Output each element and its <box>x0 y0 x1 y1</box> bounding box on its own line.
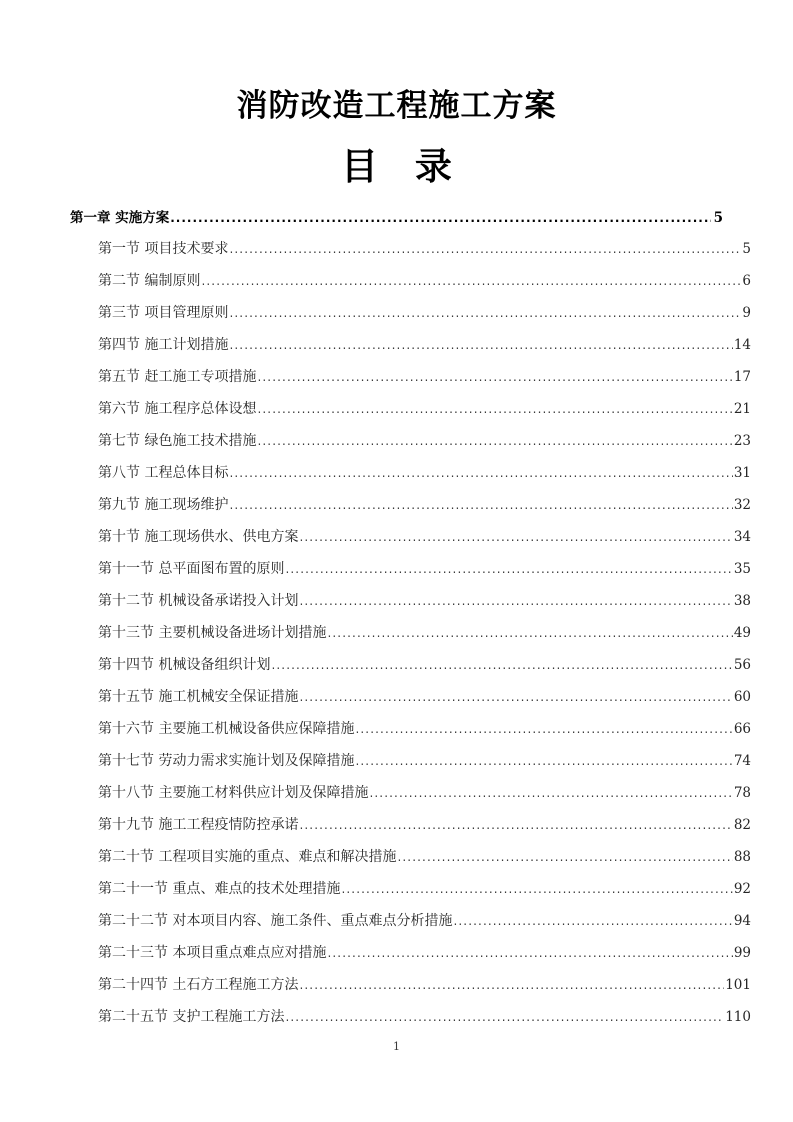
toc-entry-label: 第十节 施工现场供水、供电方案 <box>98 529 299 545</box>
toc-entry-label: 第一节 项目技术要求 <box>98 241 229 257</box>
toc-dot-leader <box>229 242 741 256</box>
toc-entry-label: 第十八节 主要施工材料供应计划及保障措施 <box>98 785 369 801</box>
toc-entry[interactable] <box>70 270 751 292</box>
toc-dot-leader <box>299 690 732 704</box>
footer-page-number: 1 <box>393 1040 400 1053</box>
toc-dot-leader <box>299 818 732 832</box>
toc-entry-label: 第九节 施工现场维护 <box>98 497 229 513</box>
toc-entry-label: 第十二节 机械设备承诺投入计划 <box>98 593 299 609</box>
document-title: 消防改造工程施工方案 <box>236 88 557 124</box>
toc-dot-leader <box>285 1010 724 1024</box>
toc-dot-leader <box>355 754 732 768</box>
toc-entry-label: 第七节 绿色施工技术措施 <box>98 433 257 449</box>
toc-entry[interactable] <box>70 814 751 836</box>
toc-dot-leader <box>285 562 732 576</box>
toc-entry-page-number: 14 <box>733 337 751 353</box>
table-of-contents-heading: 目 录 <box>341 144 464 188</box>
toc-dot-leader <box>229 306 741 320</box>
toc-entry[interactable] <box>70 718 751 740</box>
toc-entry[interactable] <box>70 686 751 708</box>
toc-entry-label: 第十一节 总平面图布置的原则 <box>98 561 285 577</box>
toc-entry[interactable] <box>70 334 751 356</box>
toc-entry-page-number: 31 <box>733 465 751 481</box>
toc-dot-leader <box>369 786 732 800</box>
toc-entry-label: 第二十五节 支护工程施工方法 <box>98 1009 285 1025</box>
toc-entry-page-number: 35 <box>733 561 751 577</box>
toc-entry-page-number: 101 <box>725 977 751 993</box>
toc-entry-label: 第二十二节 对本项目内容、施工条件、重点难点分析措施 <box>98 913 453 929</box>
toc-dot-leader <box>229 498 732 512</box>
toc-entry[interactable] <box>70 782 751 804</box>
toc-entry[interactable] <box>70 526 751 548</box>
toc-entry-label: 第一章 实施方案 <box>70 210 170 226</box>
toc-entry-label: 第二节 编制原则 <box>98 273 201 289</box>
toc-dot-leader <box>257 402 732 416</box>
toc-entry-label: 第四节 施工计划措施 <box>98 337 229 353</box>
toc-entry-label: 第十五节 施工机械安全保证措施 <box>98 689 299 705</box>
toc-dot-leader <box>397 850 732 864</box>
toc-entry-page-number: 74 <box>733 753 751 769</box>
table-of-contents <box>70 207 751 1038</box>
toc-entry-page-number: 110 <box>725 1009 751 1025</box>
toc-entry-page-number: 49 <box>733 625 751 641</box>
toc-entry-page-number: 94 <box>733 913 751 929</box>
toc-entry-label: 第五节 赶工施工专项措施 <box>98 369 257 385</box>
toc-entry-page-number: 17 <box>733 369 751 385</box>
toc-entry[interactable] <box>70 238 751 260</box>
toc-entry[interactable] <box>70 1006 751 1028</box>
toc-entry-page-number: 21 <box>733 401 751 417</box>
toc-dot-leader <box>229 466 732 480</box>
toc-entry-page-number: 38 <box>733 593 751 609</box>
toc-entry[interactable] <box>70 558 751 580</box>
toc-entry-page-number: 60 <box>733 689 751 705</box>
toc-entry-page-number: 5 <box>742 241 751 257</box>
toc-entry[interactable] <box>70 910 751 932</box>
toc-entry[interactable] <box>70 750 751 772</box>
toc-dot-leader <box>170 211 710 225</box>
toc-entry-page-number: 9 <box>742 305 751 321</box>
toc-entry-label: 第十六节 主要施工机械设备供应保障措施 <box>98 721 355 737</box>
toc-entry[interactable] <box>70 878 751 900</box>
toc-entry-label: 第二十节 工程项目实施的重点、难点和解决措施 <box>98 849 397 865</box>
toc-entry-page-number: 23 <box>733 433 751 449</box>
toc-entry-page-number: 82 <box>733 817 751 833</box>
toc-entry-label: 第二十一节 重点、难点的技术处理措施 <box>98 881 341 897</box>
toc-dot-leader <box>299 594 732 608</box>
toc-entry[interactable] <box>70 302 751 324</box>
toc-entry-label: 第三节 项目管理原则 <box>98 305 229 321</box>
toc-dot-leader <box>327 946 732 960</box>
toc-entry-label: 第二十四节 土石方工程施工方法 <box>98 977 299 993</box>
toc-entry-page-number: 88 <box>733 849 751 865</box>
toc-entry[interactable] <box>70 398 751 420</box>
toc-entry[interactable] <box>70 430 751 452</box>
toc-entry-page-number: 32 <box>733 497 751 513</box>
toc-entry-page-number: 92 <box>733 881 751 897</box>
toc-dot-leader <box>229 338 732 352</box>
toc-dot-leader <box>299 530 732 544</box>
toc-entry-label: 第十四节 机械设备组织计划 <box>98 657 271 673</box>
toc-entry-page-number: 56 <box>733 657 751 673</box>
toc-entry[interactable] <box>70 462 751 484</box>
toc-entry[interactable] <box>70 494 751 516</box>
toc-dot-leader <box>355 722 732 736</box>
toc-entry[interactable] <box>70 207 723 229</box>
toc-entry-page-number: 66 <box>733 721 751 737</box>
toc-dot-leader <box>341 882 732 896</box>
toc-entry[interactable] <box>70 622 751 644</box>
toc-entry-page-number: 5 <box>713 210 723 226</box>
toc-entry-label: 第二十三节 本项目重点难点应对措施 <box>98 945 327 961</box>
toc-dot-leader <box>257 434 732 448</box>
toc-dot-leader <box>201 274 741 288</box>
toc-entry[interactable] <box>70 654 751 676</box>
toc-entry[interactable] <box>70 366 751 388</box>
toc-entry[interactable] <box>70 942 751 964</box>
toc-entry-label: 第十七节 劳动力需求实施计划及保障措施 <box>98 753 355 769</box>
toc-dot-leader <box>327 626 732 640</box>
toc-dot-leader <box>271 658 732 672</box>
toc-entry-page-number: 6 <box>742 273 751 289</box>
toc-dot-leader <box>453 914 732 928</box>
toc-dot-leader <box>299 978 724 992</box>
toc-entry-page-number: 99 <box>733 945 751 961</box>
toc-entry[interactable] <box>70 846 751 868</box>
toc-entry[interactable] <box>70 974 751 996</box>
toc-entry-label: 第十三节 主要机械设备进场计划措施 <box>98 625 327 641</box>
toc-entry-label: 第六节 施工程序总体设想 <box>98 401 257 417</box>
toc-entry-page-number: 34 <box>733 529 751 545</box>
toc-entry[interactable] <box>70 590 751 612</box>
toc-entry-page-number: 78 <box>733 785 751 801</box>
toc-dot-leader <box>257 370 732 384</box>
toc-entry-label: 第十九节 施工工程疫情防控承诺 <box>98 817 299 833</box>
toc-entry-label: 第八节 工程总体目标 <box>98 465 229 481</box>
